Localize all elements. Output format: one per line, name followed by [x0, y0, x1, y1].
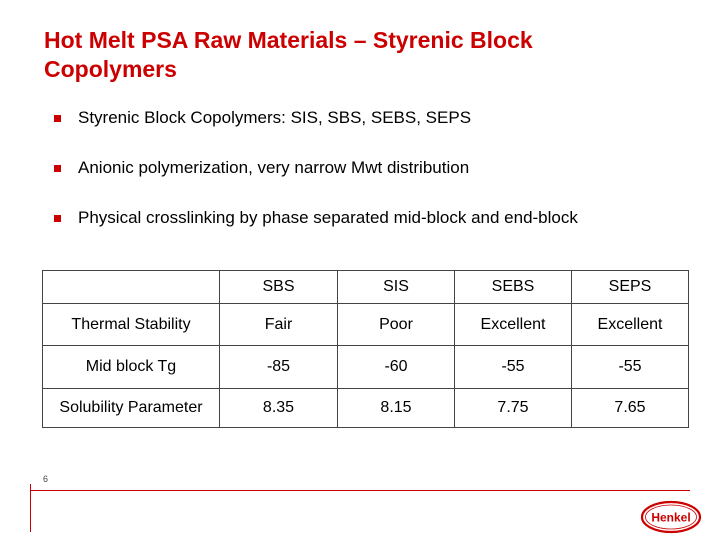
table-header-cell [43, 271, 220, 304]
table-cell: Fair [220, 304, 338, 346]
bullet-text: Styrenic Block Copolymers: SIS, SBS, SEBS, SEPS [78, 108, 472, 127]
row-label-cell: Thermal Stability [43, 304, 220, 346]
henkel-logo [640, 500, 702, 534]
table-header-cell: SEPS [572, 271, 689, 304]
bullet-square-icon [54, 115, 61, 122]
bullet-text: Physical crosslinking by phase separated mid-block and end-block [78, 208, 578, 227]
table-cell: Poor [338, 304, 455, 346]
table-cell: -55 [455, 346, 572, 389]
slide-title: Hot Melt PSA Raw Materials – Styrenic Block Copolymers [44, 27, 533, 82]
table-cell: 8.35 [220, 389, 338, 428]
comparison-table [42, 270, 689, 428]
bullet-square-icon [54, 165, 61, 172]
table-header-cell: SBS [220, 271, 338, 304]
footer-divider [30, 490, 690, 491]
table-row [43, 346, 689, 389]
table-header-cell: SEBS [455, 271, 572, 304]
footer-accent-tick [30, 484, 31, 532]
table-cell: 7.75 [455, 389, 572, 428]
table-cell: Excellent [455, 304, 572, 346]
bullet-text: Anionic polymerization, very narrow Mwt distribution [78, 158, 470, 177]
row-label-cell: Mid block Tg [43, 346, 220, 389]
bullet-item [50, 208, 578, 228]
table-cell: -60 [338, 346, 455, 389]
table-cell: 8.15 [338, 389, 455, 428]
logo-text: Henkel [651, 510, 691, 525]
page-number: 6 [43, 474, 49, 484]
table-cell: -55 [572, 346, 689, 389]
table-row [43, 304, 689, 346]
table-header-cell: SIS [338, 271, 455, 304]
table-cell: Excellent [572, 304, 689, 346]
table-header-row [43, 271, 689, 304]
table-row [43, 389, 689, 428]
table-cell: 7.65 [572, 389, 689, 428]
bullet-item [50, 108, 471, 128]
bullet-item [50, 158, 469, 178]
row-label-cell: Solubility Parameter [43, 389, 220, 428]
bullet-square-icon [54, 215, 61, 222]
table-cell: -85 [220, 346, 338, 389]
